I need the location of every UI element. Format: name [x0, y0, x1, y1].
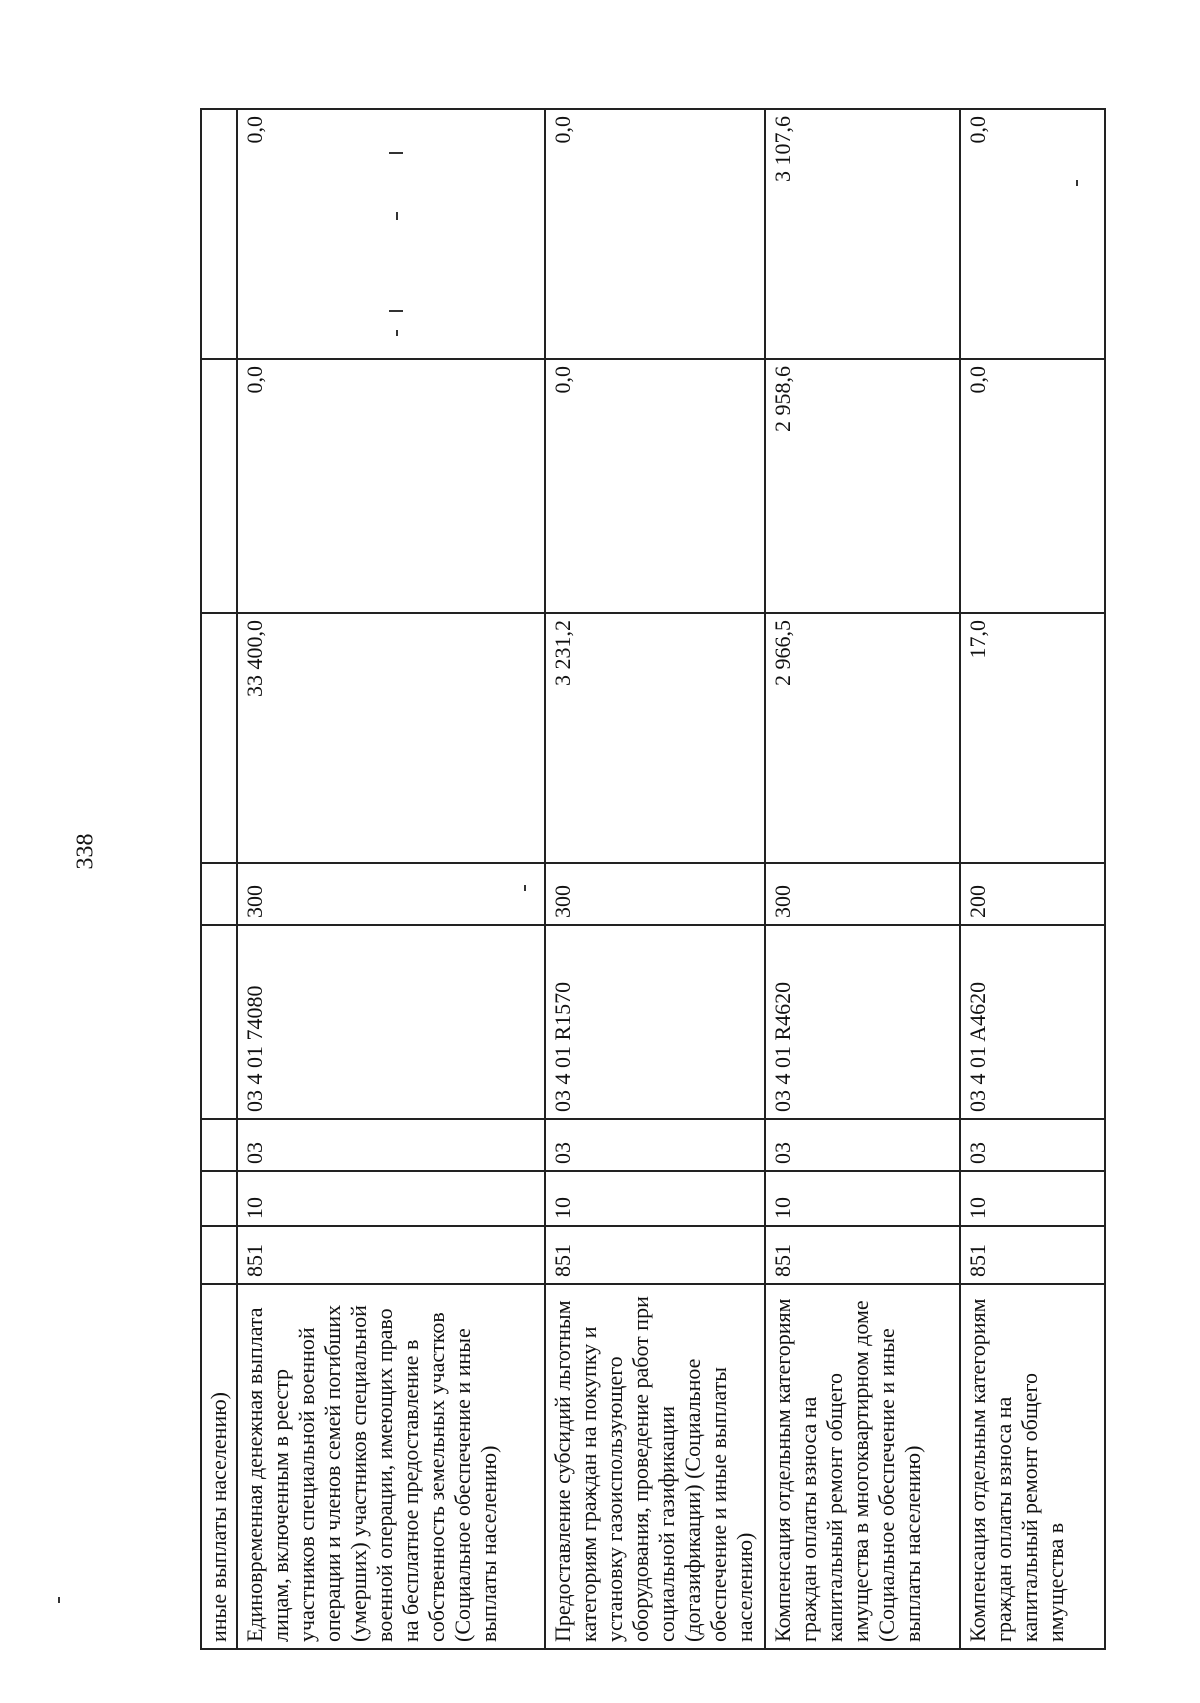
- cell-target: 03 4 01 A4620: [960, 925, 1105, 1119]
- cell-type: 300: [765, 863, 960, 925]
- cell-value-3: 0,0: [237, 109, 545, 359]
- cell-type: 200: [960, 863, 1105, 925]
- table-row: [237, 109, 545, 1649]
- cell-subsection: 03: [237, 1119, 545, 1171]
- scan-speck: [524, 885, 526, 891]
- cell-subsection: 03: [960, 1119, 1105, 1171]
- cell-value-3: 3 107,6: [765, 109, 960, 359]
- cell-name: Предоставление субсидий льготным категориям граждан на покупку и установку газоиспользующего оборудования, проведение работ при социальной газификации (догазификации) (Социальное обеспечение и иные выплаты населению): [545, 1284, 765, 1649]
- scan-speck: [389, 310, 403, 312]
- cell-name: Компенсация отдельным категориям граждан оплаты взноса на капитальный ремонт общего имущества в многоквартирном доме (Социальное обеспечение и иные выплаты населению): [765, 1284, 960, 1649]
- table-row: [201, 109, 237, 1649]
- cell-target: 03 4 01 R4620: [765, 925, 960, 1119]
- cell-subsection: 03: [545, 1119, 765, 1171]
- cell-section: 10: [237, 1171, 545, 1226]
- cell-value-3: 0,0: [960, 109, 1105, 359]
- scan-speck: [389, 152, 403, 154]
- cell-type: [201, 863, 237, 925]
- cell-admin: 851: [545, 1226, 765, 1284]
- scan-speck: [396, 330, 398, 336]
- cell-section: 10: [545, 1171, 765, 1226]
- budget-table: [200, 108, 1106, 1650]
- cell-value-2: 0,0: [960, 359, 1105, 613]
- cell-admin: 851: [765, 1226, 960, 1284]
- cell-value-3: 0,0: [545, 109, 765, 359]
- scan-speck: [1076, 180, 1078, 186]
- cell-subsection: [201, 1119, 237, 1171]
- cell-value-1: 3 231,2: [545, 613, 765, 863]
- cell-value-2: 0,0: [237, 359, 545, 613]
- cell-value-2: 2 958,6: [765, 359, 960, 613]
- cell-name: Единовременная денежная выплата лицам, включенным в реестр участников специальной военной операции и членов семей погибших (умерших) участников специальной военной операции, имеющих право на бесплатное предоставление в собственность земельных участков (Социальное обеспечение и иные выплаты населению): [237, 1284, 545, 1649]
- cell-target: [201, 925, 237, 1119]
- cell-section: 10: [765, 1171, 960, 1226]
- table-row: [765, 109, 960, 1649]
- scan-speck: [58, 1597, 60, 1603]
- page-number: 338: [72, 833, 99, 870]
- table-row: [545, 109, 765, 1649]
- cell-value-2: 0,0: [545, 359, 765, 613]
- scan-speck: [396, 212, 398, 220]
- cell-subsection: 03: [765, 1119, 960, 1171]
- cell-target: 03 4 01 74080: [237, 925, 545, 1119]
- cell-target: 03 4 01 R1570: [545, 925, 765, 1119]
- cell-type: 300: [237, 863, 545, 925]
- rotated-table-container: [200, 110, 1070, 1650]
- cell-section: 10: [960, 1171, 1105, 1226]
- cell-value-1: 17,0: [960, 613, 1105, 863]
- cell-type: 300: [545, 863, 765, 925]
- cell-admin: [201, 1226, 237, 1284]
- cell-admin: 851: [960, 1226, 1105, 1284]
- cell-value-1: 2 966,5: [765, 613, 960, 863]
- cell-value-1: 33 400,0: [237, 613, 545, 863]
- cell-value-3: [201, 109, 237, 359]
- cell-admin: 851: [237, 1226, 545, 1284]
- cell-section: [201, 1171, 237, 1226]
- table-row: [960, 109, 1105, 1649]
- cell-name: иные выплаты населению): [201, 1284, 237, 1649]
- cell-name: Компенсация отдельным категориям граждан оплаты взноса на капитальный ремонт общего имущества в: [960, 1284, 1105, 1649]
- cell-value-2: [201, 359, 237, 613]
- cell-value-1: [201, 613, 237, 863]
